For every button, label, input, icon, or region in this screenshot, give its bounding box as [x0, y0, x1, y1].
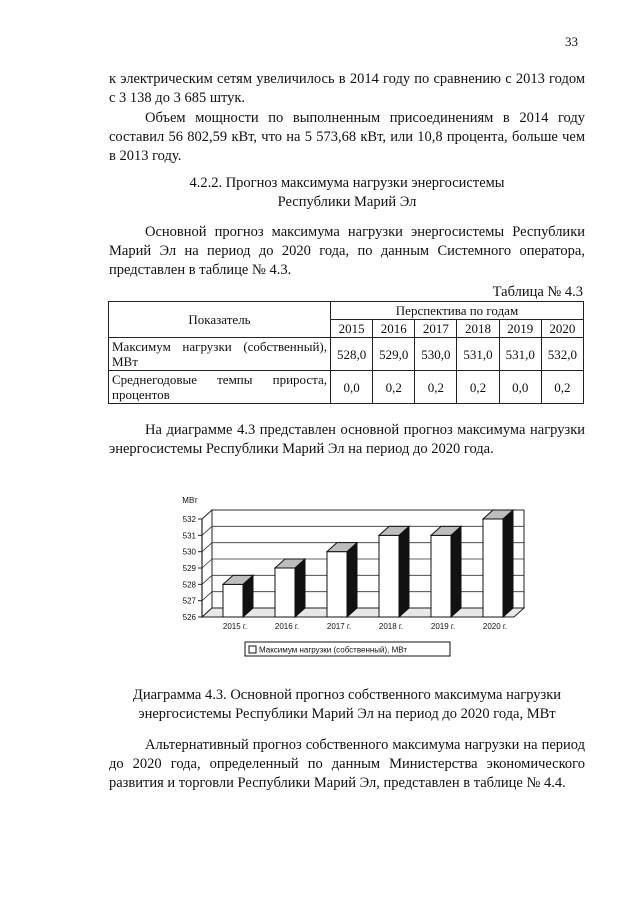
bar [275, 568, 295, 617]
paragraph-4-text: На диаграмме 4.3 представлен основной прогноз максимума нагрузки энергосистемы Республики Марий Эл на период до 2020 года. [109, 422, 585, 457]
paragraph-4 [109, 421, 585, 459]
bar-side [347, 543, 357, 617]
bar [327, 552, 347, 617]
bar [223, 584, 243, 617]
paragraph-3 [109, 223, 585, 280]
row-label: Среднегодовые темпы прироста, процентов [109, 371, 331, 404]
table-cell: 0,2 [415, 371, 457, 404]
legend-label: Максимум нагрузки (собственный), МВт [259, 645, 408, 655]
table-cell: 0,0 [331, 371, 373, 404]
bar-side [503, 510, 513, 617]
table-cell: 531,0 [499, 338, 541, 371]
x-tick-label: 2019 г. [430, 622, 456, 631]
load-forecast-chart [150, 492, 530, 672]
paragraph-2-text: Объем мощности по выполненным присоединениям в 2014 году составил 56 802,59 кВт, что на 5 573,68 кВт, или 10,8 процента, больше чем в 2013 году. [109, 110, 585, 164]
section-heading [109, 174, 585, 212]
bar [379, 535, 399, 617]
y-axis-label: МВт [182, 496, 198, 505]
year-header: 2019 [499, 320, 541, 338]
table-cell: 530,0 [415, 338, 457, 371]
x-tick-label: 2016 г. [274, 622, 300, 631]
figure-caption-line-1: Диаграмма 4.3. Основной прогноз собственного максимума нагрузки [132, 687, 562, 703]
table-cell: 532,0 [541, 338, 583, 371]
x-tick-label: 2018 г. [378, 622, 404, 631]
x-tick-label: 2020 г. [482, 622, 508, 631]
table-cell: 0,2 [457, 371, 499, 404]
table-cell: 0,2 [373, 371, 415, 404]
table-row [109, 371, 584, 404]
row-label: Максимум нагрузки (собственный), МВт [109, 338, 331, 371]
bar [431, 535, 451, 617]
section-heading-line-2: Республики Марий Эл [277, 194, 417, 210]
table-cell: 531,0 [457, 338, 499, 371]
table-caption: Таблица № 4.3 [492, 284, 583, 300]
table-cell: 529,0 [373, 338, 415, 371]
bar-side [295, 559, 305, 617]
y-tick-label: 532 [182, 515, 196, 524]
y-tick-label: 526 [182, 613, 196, 622]
x-tick-label: 2017 г. [326, 622, 352, 631]
y-tick-label: 531 [182, 531, 196, 541]
paragraph-2 [109, 109, 585, 166]
y-tick-label: 528 [182, 580, 196, 590]
page-number: 33 [565, 34, 578, 49]
figure-caption [109, 686, 585, 724]
paragraph-5-text: Альтернативный прогноз собственного максимума нагрузки на период до 2020 года, определенный по данным Министерства экономического развития и торговли Республики Марий Эл, представлен в таблице № 4.4. [109, 737, 585, 791]
x-tick-label: 2015 г. [222, 622, 248, 631]
y-tick-label: 529 [182, 564, 196, 573]
table-cell: 528,0 [331, 338, 373, 371]
year-header: 2020 [541, 320, 583, 338]
legend-swatch [249, 646, 256, 653]
forecast-table [108, 301, 584, 404]
table-cell: 0,0 [499, 371, 541, 404]
column-group-header: Перспектива по годам [331, 302, 584, 320]
figure-caption-line-2: энергосистемы Республики Марий Эл на период до 2020 года, МВт [138, 706, 556, 722]
year-header: 2017 [415, 320, 457, 338]
y-tick-label: 527 [182, 596, 196, 606]
y-tick-label: 530 [182, 547, 196, 557]
table-header-row [109, 302, 584, 320]
bar [483, 519, 503, 617]
table-row [109, 338, 584, 371]
paragraph-3-text: Основной прогноз максимума нагрузки энергосистемы Республики Марий Эл на период до 2020 года, по данным Системного оператора, представлен в таблице № 4.3. [109, 224, 585, 278]
year-header: 2018 [457, 320, 499, 338]
column-header-indicator: Показатель [109, 302, 331, 338]
bar-side [399, 526, 409, 617]
bar-side [451, 526, 461, 617]
section-heading-line-1: 4.2.2. Прогноз максимума нагрузки энергосистемы [189, 175, 505, 191]
paragraph-1: к электрическим сетям увеличилось в 2014 году по сравнению с 2013 годом с 3 138 до 3 685 штук. [109, 71, 585, 106]
year-header: 2015 [331, 320, 373, 338]
year-header: 2016 [373, 320, 415, 338]
paragraph-5 [109, 736, 585, 793]
table-cell: 0,2 [541, 371, 583, 404]
